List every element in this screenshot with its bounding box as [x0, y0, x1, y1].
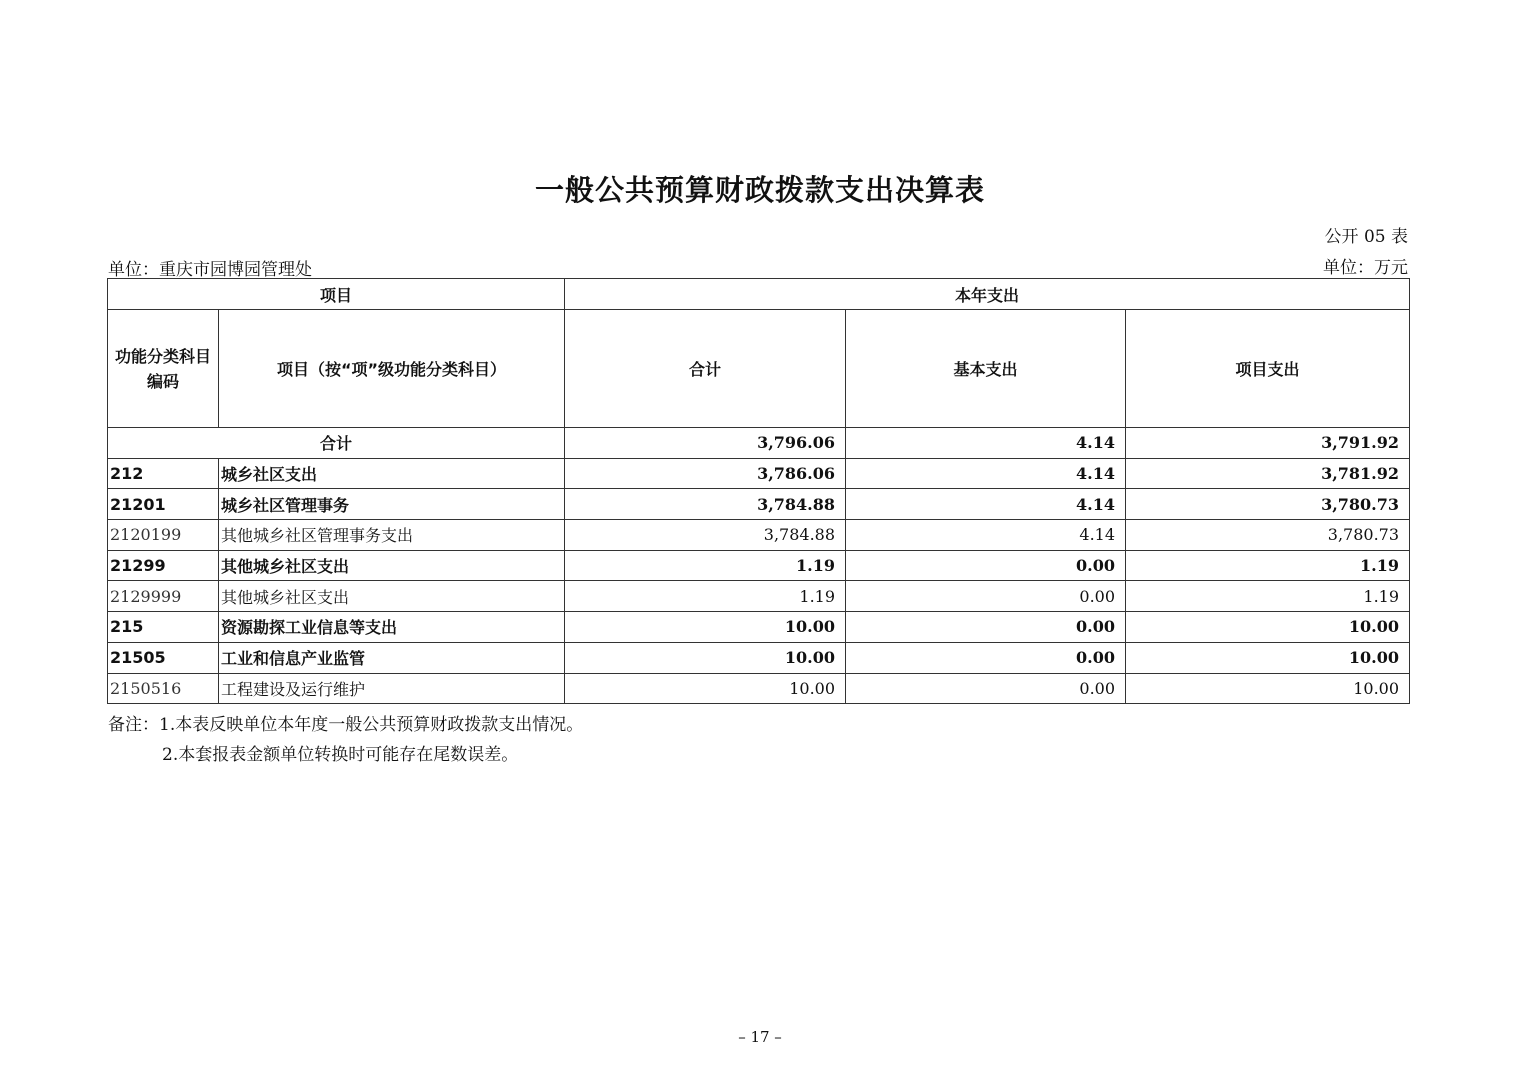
row-total: 10.00	[565, 673, 846, 704]
row-basic: 0.00	[846, 673, 1126, 704]
row-total: 1.19	[565, 550, 846, 581]
note-line-2: 2.本套报表金额单位转换时可能存在尾数误差。	[162, 745, 519, 765]
row-basic: 0.00	[846, 581, 1126, 612]
row-name: 其他城乡社区支出	[219, 550, 565, 581]
row-code: 2150516	[108, 673, 219, 704]
table-row	[108, 673, 1410, 704]
form-number: 公开 05 表	[1324, 227, 1408, 247]
table-row	[108, 550, 1410, 581]
header-current-year: 本年支出	[565, 279, 1410, 310]
table-row	[108, 520, 1410, 551]
page-title: 一般公共预算财政拨款支出决算表	[534, 173, 985, 207]
header-basic: 基本支出	[846, 310, 1126, 428]
row-code: 21299	[108, 550, 219, 581]
header-project: 项目支出	[1126, 310, 1410, 428]
row-total: 10.00	[565, 612, 846, 643]
reporting-unit: 单位：重庆市园博园管理处	[108, 260, 312, 280]
row-basic: 4.14	[846, 520, 1126, 551]
header-function-code: 功能分类科目编码	[108, 310, 219, 428]
total-amount: 3,796.06	[565, 428, 846, 459]
row-name: 其他城乡社区管理事务支出	[219, 520, 565, 551]
row-basic: 0.00	[846, 642, 1126, 673]
table-row	[108, 489, 1410, 520]
table-row	[108, 581, 1410, 612]
row-project: 3,781.92	[1126, 458, 1410, 489]
header-row-1	[108, 279, 1410, 310]
row-project: 3,780.73	[1126, 520, 1410, 551]
row-project: 1.19	[1126, 550, 1410, 581]
expenditure-table	[107, 278, 1410, 704]
header-row-2	[108, 310, 1410, 428]
row-project: 10.00	[1126, 642, 1410, 673]
row-basic: 4.14	[846, 458, 1126, 489]
row-code: 2129999	[108, 581, 219, 612]
row-name: 其他城乡社区支出	[219, 581, 565, 612]
total-label: 合计	[108, 428, 565, 459]
row-project: 1.19	[1126, 581, 1410, 612]
table-row	[108, 642, 1410, 673]
row-total: 3,784.88	[565, 489, 846, 520]
row-total: 3,784.88	[565, 520, 846, 551]
row-code: 215	[108, 612, 219, 643]
row-code: 2120199	[108, 520, 219, 551]
row-name: 资源勘探工业信息等支出	[219, 612, 565, 643]
row-total: 1.19	[565, 581, 846, 612]
row-name: 工程建设及运行维护	[219, 673, 565, 704]
row-basic: 0.00	[846, 612, 1126, 643]
row-name: 工业和信息产业监管	[219, 642, 565, 673]
row-basic: 4.14	[846, 489, 1126, 520]
row-code: 212	[108, 458, 219, 489]
row-code: 21201	[108, 489, 219, 520]
row-total: 10.00	[565, 642, 846, 673]
currency-unit: 单位：万元	[1323, 258, 1408, 278]
row-project: 10.00	[1126, 673, 1410, 704]
row-basic: 0.00	[846, 550, 1126, 581]
total-row	[108, 428, 1410, 459]
row-name: 城乡社区管理事务	[219, 489, 565, 520]
notes	[108, 710, 583, 770]
row-name: 城乡社区支出	[219, 458, 565, 489]
header-item: 项目	[108, 279, 565, 310]
header-function-name: 项目（按“项”级功能分类科目）	[219, 310, 565, 428]
row-total: 3,786.06	[565, 458, 846, 489]
page-number: – 17 –	[738, 1028, 782, 1046]
row-project: 10.00	[1126, 612, 1410, 643]
table-row	[108, 458, 1410, 489]
table-row	[108, 612, 1410, 643]
row-code: 21505	[108, 642, 219, 673]
row-project: 3,780.73	[1126, 489, 1410, 520]
total-basic: 4.14	[846, 428, 1126, 459]
note-line-1: 备注：1.本表反映单位本年度一般公共预算财政拨款支出情况。	[108, 715, 584, 735]
header-total: 合计	[565, 310, 846, 428]
total-project: 3,791.92	[1126, 428, 1410, 459]
